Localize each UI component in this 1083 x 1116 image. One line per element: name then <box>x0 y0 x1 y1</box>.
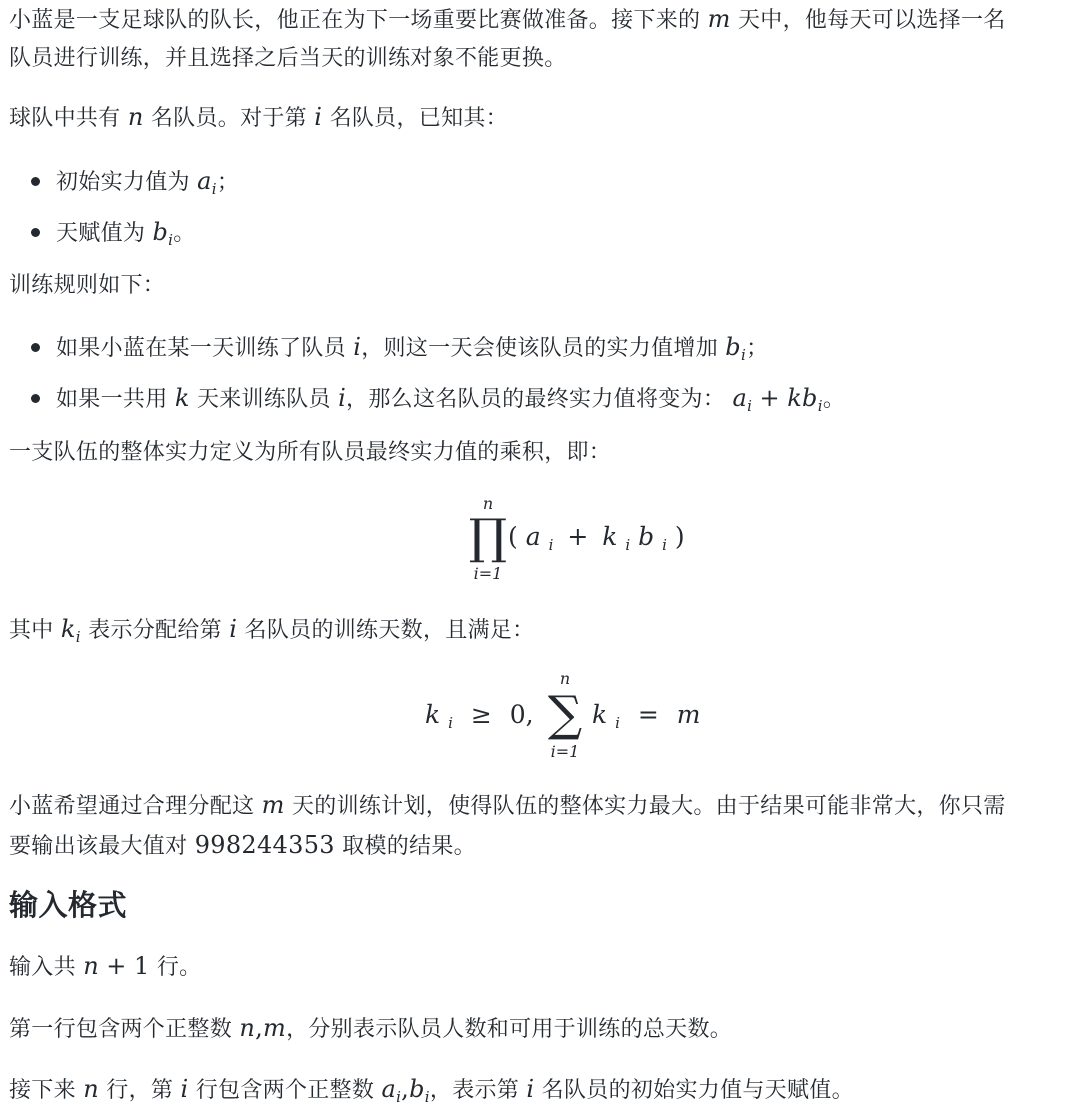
product-lower-limit: i=1 <box>473 564 503 583</box>
var-a: a <box>381 1075 397 1103</box>
var-k: k <box>592 700 608 729</box>
list-item <box>0 377 1083 428</box>
left-paren: ( <box>508 522 518 551</box>
constraint-left <box>425 700 534 734</box>
var-k: k <box>60 615 76 643</box>
intro-text: 队员进行训练，并且选择之后当天的训练对象不能更换。 <box>9 46 567 71</box>
goal-text: 取模的结果。 <box>342 834 476 859</box>
input-line-3 <box>9 1070 1075 1116</box>
attribute-label: 初始实力值为 <box>56 170 190 195</box>
goal-paragraph <box>9 786 1075 866</box>
var-m: m <box>707 5 731 33</box>
input-line-2 <box>9 1009 1075 1049</box>
var-b: b <box>638 522 655 551</box>
punctuation: ； <box>746 336 769 361</box>
intro-text: 天中，他每天可以选择一名 <box>737 8 1006 33</box>
comma: , <box>401 1075 410 1103</box>
product-operator: ∏ <box>468 509 508 565</box>
list-item <box>0 160 1083 211</box>
constraint-right <box>592 700 701 734</box>
goal-text: 小蓝希望通过合理分配这 <box>9 794 255 819</box>
subscript-i: i <box>747 397 753 415</box>
product-upper-limit: n <box>482 494 494 513</box>
attributes-list <box>0 160 1083 262</box>
rule-text: 天来训练队员 <box>196 387 331 412</box>
var-n: n <box>127 103 144 131</box>
modulus-value: 998244353 <box>194 831 335 859</box>
where-text: 其中 <box>9 618 54 643</box>
var-b: b <box>725 333 741 361</box>
var-m: m <box>261 791 285 819</box>
var-i: i <box>314 103 323 131</box>
var-a: a <box>732 384 748 412</box>
var-i: i <box>353 333 362 361</box>
var-b: b <box>409 1075 425 1103</box>
goal-text: 要输出该最大值对 <box>9 834 188 859</box>
constraint-formula <box>415 665 705 765</box>
equals-sign: = <box>637 700 659 729</box>
subscript-i: i <box>168 231 174 249</box>
plus-sign: + <box>106 952 127 980</box>
input-text: 行包含两个正整数 <box>195 1078 375 1103</box>
subscript-i: i <box>625 536 631 554</box>
input-text: 第一行包含两个正整数 <box>9 1017 233 1042</box>
team-text: 名队员，已知其： <box>329 106 508 131</box>
team-text: 名队员。对于第 <box>150 106 307 131</box>
product-formula <box>455 490 685 590</box>
comma: , <box>255 1014 264 1042</box>
rules-list <box>0 326 1083 428</box>
input-text: 行，第 <box>106 1078 174 1103</box>
intro-text: 小蓝是一支足球队的队长，他正在为下一场重要比赛做准备。接下来的 <box>9 8 701 33</box>
geq-sign: ≥ <box>470 700 492 729</box>
subscript-i: i <box>75 628 81 646</box>
var-a: a <box>525 522 541 551</box>
var-i: i <box>526 1075 535 1103</box>
rule-text: 如果一共用 <box>56 387 168 412</box>
input-text: 输入共 <box>9 955 76 980</box>
subscript-i: i <box>740 346 747 364</box>
intro-paragraph <box>9 0 1075 78</box>
list-item <box>0 211 1083 262</box>
subscript-i: i <box>548 536 554 554</box>
punctuation: 。 <box>173 221 196 246</box>
var-i: i <box>229 615 238 643</box>
var-kb: kb <box>787 384 818 412</box>
var-k: k <box>174 384 190 412</box>
var-n: n <box>239 1014 256 1042</box>
punctuation: 。 <box>822 387 846 412</box>
var-n: n <box>83 1075 99 1103</box>
right-paren: ) <box>674 522 685 551</box>
list-item <box>0 326 1083 377</box>
var-a: a <box>197 167 212 195</box>
team-text: 球队中共有 <box>9 106 121 131</box>
rule-text: 如果小蓝在某一天训练了队员 <box>56 336 346 361</box>
subscript-i: i <box>448 714 453 732</box>
var-k: k <box>425 700 441 729</box>
input-text: ，表示第 <box>429 1078 520 1103</box>
var-b: b <box>152 218 169 246</box>
subscript-i: i <box>615 714 620 732</box>
where-text: 名队员的训练天数，且满足： <box>244 618 535 643</box>
subscript-i: i <box>211 180 217 198</box>
var-i: i <box>338 384 347 412</box>
product-body <box>508 522 685 556</box>
sum-lower-limit: i=1 <box>550 742 580 761</box>
goal-text: 天的训练计划，使得队伍的整体实力最大。由于结果可能非常大，你只需 <box>291 794 1006 819</box>
subscript-i: i <box>424 1088 430 1106</box>
strength-definition: 一支队伍的整体实力定义为所有队员最终实力值的乘积，即： <box>9 440 612 465</box>
sum-upper-limit: n <box>559 669 571 688</box>
rules-heading: 训练规则如下： <box>9 273 166 298</box>
input-text: 行。 <box>156 955 202 980</box>
input-text: 名队员的初始实力值与天赋值。 <box>541 1078 854 1103</box>
attribute-label: 天赋值为 <box>56 221 146 246</box>
number-one: 1 <box>133 952 150 980</box>
var-n: n <box>83 952 99 980</box>
plus-sign: + <box>567 522 589 551</box>
input-text: ，分别表示队员人数和可用于训练的总天数。 <box>286 1017 733 1042</box>
rule-text: ，则这一天会使该队员的实力值增加 <box>361 336 718 361</box>
var-i: i <box>180 1075 189 1103</box>
sum-operator: ∑ <box>547 686 583 742</box>
input-line-1 <box>9 947 1075 987</box>
team-paragraph <box>9 98 1075 138</box>
rule-text: ，那么这名队员的最终实力值将变为： <box>346 387 726 412</box>
subscript-i: i <box>396 1088 402 1106</box>
subscript-i: i <box>662 536 667 554</box>
var-m: m <box>676 700 701 729</box>
input-text: 接下来 <box>9 1078 76 1103</box>
where-text: 表示分配给第 <box>88 618 222 643</box>
zero-value: 0, <box>509 700 534 729</box>
punctuation: ； <box>216 170 240 195</box>
plus-sign: + <box>759 384 780 412</box>
where-paragraph <box>9 610 1075 656</box>
input-format-heading: 输入格式 <box>9 888 128 922</box>
var-k: k <box>602 522 618 551</box>
var-m: m <box>263 1014 287 1042</box>
subscript-i: i <box>817 397 823 415</box>
